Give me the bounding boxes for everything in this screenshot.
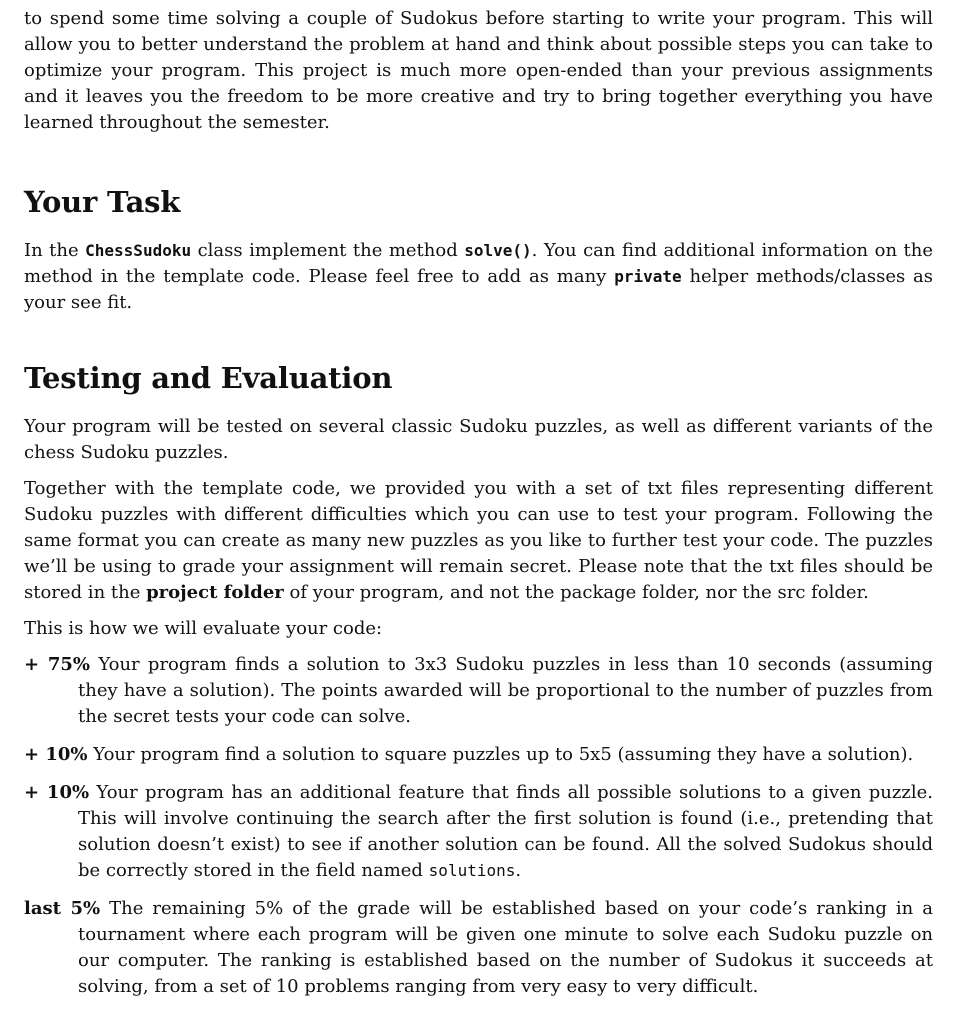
task-text-3: . You can find additional information on the method in the template code. Please feel free to add as many xyxy=(24,240,934,287)
item-text: The remaining 5% of the grade will be established based on your code’s ranking in a tournament where each program will be given one minute to solve each Sudoku puzzle on our computer. The ranking is established based on the number of Sudokus it succeeds at solving, from a set of 10 problems ranging from very easy to very difficult. xyxy=(78,898,934,997)
private-keyword-code: private xyxy=(614,267,682,286)
item-text: Your program find a solution to square puzzles up to 5x5 (assuming they have a solution). xyxy=(93,744,914,765)
testing-text-2a: Together with the template code, we provided you with a set of txt files representing different Sudoku puzzles with different difficulties which you can use to test your program. Following the same format you can create as many new puzzles as you like to further test your code. The puzzles we’ll be using to grade your assignment will remain secret. Please note that the txt files should be stored in the xyxy=(24,478,933,603)
item-label: + 10% xyxy=(24,782,90,803)
testing-paragraph-2 xyxy=(24,476,933,606)
intro-paragraph: to spend some time solving a couple of Sudokus before starting to write your program. This will allow you to better understand the problem at hand and think about possible steps you can take to optimize your program. This project is much more open-ended than your previous assignments and it leaves you the freedom to be more creative and try to bring together everything you have learned throughout the semester. xyxy=(24,8,933,133)
evaluation-item-last5 xyxy=(24,896,933,1000)
heading-your-task: Your Task xyxy=(24,185,181,219)
testing-paragraph-1: Your program will be tested on several classic Sudoku puzzles, as well as different variants of the chess Sudoku puzzles. xyxy=(24,416,933,463)
item-text: Your program finds a solution to 3x3 Sudoku puzzles in less than 10 seconds (assuming they have a solution). The points awarded will be proportional to the number of puzzles from the secret tests your code can solve. xyxy=(78,654,933,727)
item-text: Your program has an additional feature that finds all possible solutions to a given puzzle. This will involve continuing the search after the first solution is found (i.e., pretending that solution doesn’t exist) to see if another solution can be found. All the solved Sudokus should be correctly stored in the field named xyxy=(78,782,933,881)
project-folder-bold: project folder xyxy=(146,582,284,603)
task-text-1: In the xyxy=(24,240,86,261)
item-label: + 10% xyxy=(24,744,88,765)
item-label: last 5% xyxy=(24,898,101,919)
task-text-2: class implement the method xyxy=(191,240,465,261)
evaluation-list xyxy=(24,652,933,1000)
testing-text-2b: of your program, and not the package folder, nor the src folder. xyxy=(283,582,869,603)
method-code: solve() xyxy=(464,241,532,260)
class-name-code: ChessSudoku xyxy=(85,241,192,260)
task-paragraph xyxy=(24,238,933,316)
evaluation-item-10a xyxy=(24,742,933,768)
testing-paragraph-3: This is how we will evaluate your code: xyxy=(24,618,383,639)
task-text-4: helper methods/classes as your see fit. xyxy=(24,266,934,313)
evaluation-item-10b xyxy=(24,780,933,884)
evaluation-item-75 xyxy=(24,652,933,730)
item-text-end: . xyxy=(515,860,522,881)
heading-testing-evaluation: Testing and Evaluation xyxy=(24,361,393,395)
solutions-field-code: solutions xyxy=(428,861,516,880)
item-label: + 75% xyxy=(24,654,91,675)
